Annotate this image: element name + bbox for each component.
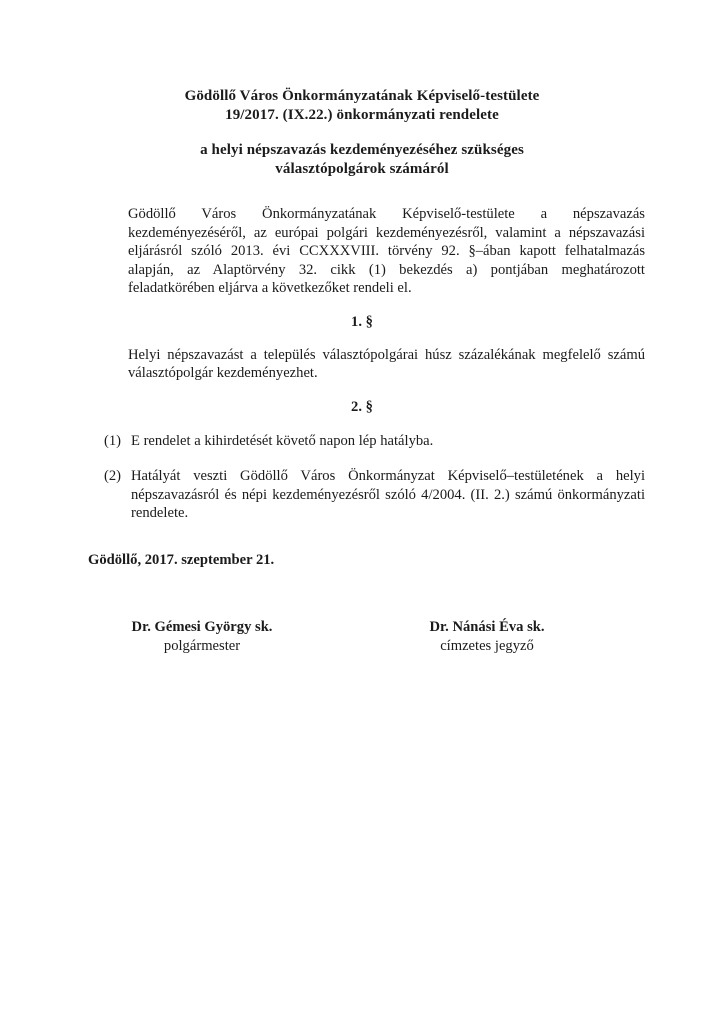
decree-title xyxy=(0,87,724,125)
list-item-text: Hatályát veszti Gödöllő Város Önkormányzat Képviselő–testületének a helyi népszavazásról és népi kezdeményezésről szóló 4/2004. (II. 2.) számú önkormányzati rendelete. xyxy=(131,467,645,522)
signature-notary xyxy=(402,618,572,655)
section-2-heading: 2. § xyxy=(351,398,373,415)
decree-subtitle-line1: a helyi népszavazás kezdeményezéséhez szükséges xyxy=(200,142,524,158)
decree-subtitle xyxy=(0,141,724,179)
list-item-text: E rendelet a kihirdetését követő napon lép hatályba. xyxy=(131,433,434,450)
signature-mayor xyxy=(117,618,287,655)
decree-title-line1: Gödöllő Város Önkormányzatának Képviselő-testülete xyxy=(184,88,540,104)
decree-title-line2: 19/2017. (IX.22.) önkormányzati rendelete xyxy=(225,107,499,123)
list-item xyxy=(104,432,645,451)
signature-notary-role: címzetes jegyző xyxy=(440,637,534,654)
signature-mayor-role: polgármester xyxy=(163,637,241,654)
signature-notary-name: Dr. Nánási Éva sk. xyxy=(429,619,545,636)
signature-mayor-name: Dr. Gémesi György sk. xyxy=(131,619,273,636)
list-item-marker: (1) xyxy=(104,433,122,450)
preamble-paragraph: Gödöllő Város Önkormányzatának Képviselő-testülete a népszavazás kezdeményezéséről, az európai polgári kezdeményezésről, valamint a népszavazási eljárásról szóló 2013. évi CCXXXVIII. törvény 92. §–ában kapott felhatalmazás alapján, az Alaptörvény 32. cikk (1) bekezdés a) pontjában meghatározott feladatkörében eljárva a következőket rendeli el. xyxy=(128,206,645,297)
decree-subtitle-line2: választópolgárok számáról xyxy=(275,161,449,177)
section-1-heading: 1. § xyxy=(351,313,373,330)
signature-row xyxy=(0,618,724,662)
list-item-marker: (2) xyxy=(104,467,122,484)
section-1-body: Helyi népszavazást a település választópolgárai húsz százalékának megfelelő számú választópolgár kezdeményezhet. xyxy=(128,346,645,382)
section-2-items xyxy=(0,432,724,522)
dateline: Gödöllő, 2017. szeptember 21. xyxy=(88,551,275,568)
list-item xyxy=(104,467,645,523)
